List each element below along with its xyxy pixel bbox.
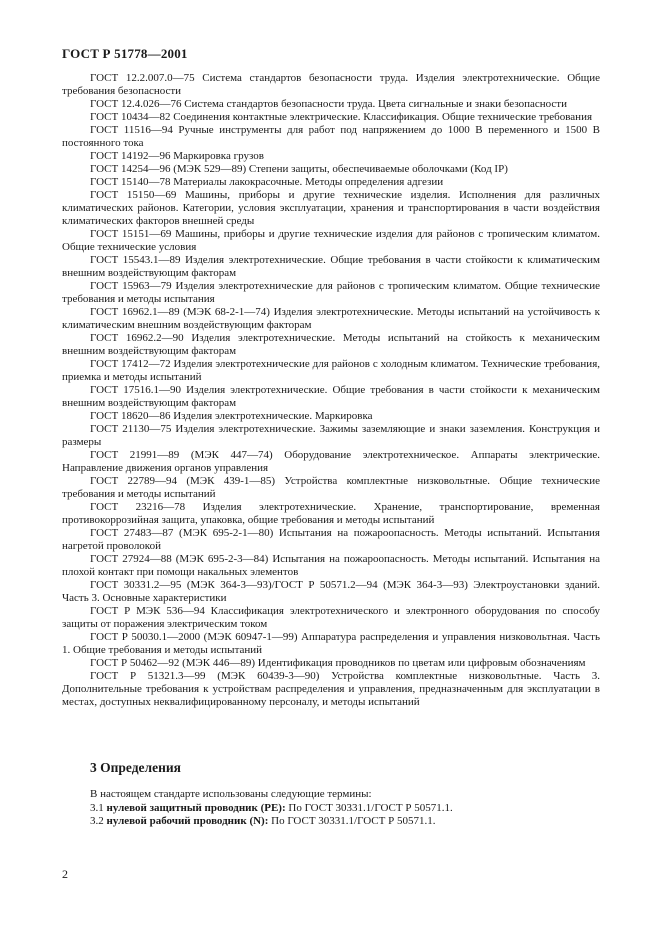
definitions-body (62, 788, 600, 829)
reference-item: ГОСТ 17516.1—90 Изделия электротехнические. Общие требования в части стойкости к механическим внешним воздействующим факторам (62, 384, 600, 409)
page-number: 2 (62, 867, 68, 881)
reference-item: ГОСТ 21991—89 (МЭК 447—74) Оборудование электротехническое. Аппараты электрические. Направление движения органов управления (62, 449, 600, 474)
definition-item (62, 802, 600, 816)
definition-term: нулевой рабочий проводник (N): (106, 815, 269, 827)
reference-item: ГОСТ 17412—72 Изделия электротехнические для районов с холодным климатом. Технические требования, приемка и методы испытаний (62, 358, 600, 383)
reference-item: ГОСТ 15151—69 Машины, приборы и другие технические изделия для районов с тропическим климатом. Общие технические условия (62, 228, 600, 253)
reference-item: ГОСТ 16962.1—89 (МЭК 68-2-1—74) Изделия электротехнические. Методы испытаний на устойчивость к климатическим внешним воздействующим факторам (62, 306, 600, 331)
definition-text: По ГОСТ 30331.1/ГОСТ Р 50571.1. (288, 801, 453, 814)
reference-item: ГОСТ 22789—94 (МЭК 439-1—85) Устройства комплектные низковольтные. Общие технические требования и методы испытаний (62, 475, 600, 500)
reference-item: ГОСТ 27924—88 (МЭК 695-2-3—84) Испытания на пожароопасность. Методы испытаний. Испытания на плохой контакт при помощи накальных элементов (62, 553, 600, 578)
reference-item: ГОСТ 15963—79 Изделия электротехнические для районов с тропическим климатом. Общие технические требования и методы испытания (62, 280, 600, 305)
normative-references-list (62, 72, 600, 709)
reference-item: ГОСТ 16962.2—90 Изделия электротехнические. Методы испытаний на стойкость к механическим внешним воздействующим факторам (62, 332, 600, 357)
reference-item: ГОСТ 14254—96 (МЭК 529—89) Степени защиты, обеспечиваемые оболочками (Код IP) (90, 163, 508, 175)
document-header: ГОСТ Р 51778—2001 (62, 46, 188, 61)
reference-item: ГОСТ 23216—78 Изделия электротехнические. Хранение, транспортирование, временная противокоррозийная защита, упаковка, общие требования и методы испытаний (62, 501, 600, 526)
reference-item: ГОСТ 12.2.007.0—75 Система стандартов безопасности труда. Изделия электротехнические. Общие требования безопасности (62, 72, 600, 97)
reference-item: ГОСТ Р МЭК 536—94 Классификация электротехнического и электронного оборудования по способу защиты от поражения электрическим током (62, 605, 600, 630)
reference-item: ГОСТ 30331.2—95 (МЭК 364-3—93)/ГОСТ Р 50571.2—94 (МЭК 364-3—93) Электроустановки зданий. Часть 3. Основные характеристики (62, 579, 600, 604)
reference-item: ГОСТ 21130—75 Изделия электротехнические. Зажимы заземляющие и знаки заземления. Конструкция и размеры (62, 423, 600, 448)
reference-item: ГОСТ 15150—69 Машины, приборы и другие технические изделия. Исполнения для различных климатических районов. Категории, условия эксплуатации, хранения и транспортирования в части воздействия климатических факторов внешней среды (62, 189, 600, 227)
definition-text: По ГОСТ 30331.1/ГОСТ Р 50571.1. (271, 815, 436, 827)
definition-item (62, 815, 600, 829)
definition-number: 3.2 (90, 815, 104, 827)
reference-item: ГОСТ 18620—86 Изделия электротехнические. Маркировка (90, 410, 373, 422)
definition-term: нулевой защитный проводник (РЕ): (106, 801, 286, 814)
reference-item: ГОСТ Р 51321.3—99 (МЭК 60439-3—90) Устройства комплектные низковольтные. Часть 3. Дополнительные требования к устройствам распределения и управления, предназначенным для эксплуатации в местах, доступных неквалифицированному персоналу, и методы испытаний (62, 670, 600, 708)
reference-item: ГОСТ Р 50462—92 (МЭК 446—89) Идентификация проводников по цветам или цифровым обозначениям (90, 657, 586, 669)
reference-item: ГОСТ 15543.1—89 Изделия электротехнические. Общие требования в части стойкости к климатическим внешним воздействующим факторам (62, 254, 600, 279)
reference-item: ГОСТ 10434—82 Соединения контактные электрические. Классификация. Общие технические требования (90, 111, 593, 123)
reference-item: ГОСТ 12.4.026—76 Система стандартов безопасности труда. Цвета сигнальные и знаки безопасности (90, 98, 567, 110)
reference-item: ГОСТ Р 50030.1—2000 (МЭК 60947-1—99) Аппаратура распределения и управления низковольтная. Часть 1. Общие требования и методы испытаний (62, 631, 600, 656)
definition-number: 3.1 (90, 801, 104, 814)
definitions-intro: В настоящем стандарте использованы следующие термины: (90, 788, 372, 800)
reference-item: ГОСТ 11516—94 Ручные инструменты для работ под напряжением до 1000 В переменного и 1500 В постоянного тока (62, 124, 600, 149)
reference-item: ГОСТ 15140—78 Материалы лакокрасочные. Методы определения адгезии (90, 176, 444, 188)
reference-item: ГОСТ 14192—96 Маркировка грузов (90, 150, 264, 162)
section-title: 3 Определения (90, 760, 181, 775)
reference-item: ГОСТ 27483—87 (МЭК 695-2-1—80) Испытания на пожароопасность. Методы испытаний. Испытания нагретой проволокой (62, 527, 600, 552)
